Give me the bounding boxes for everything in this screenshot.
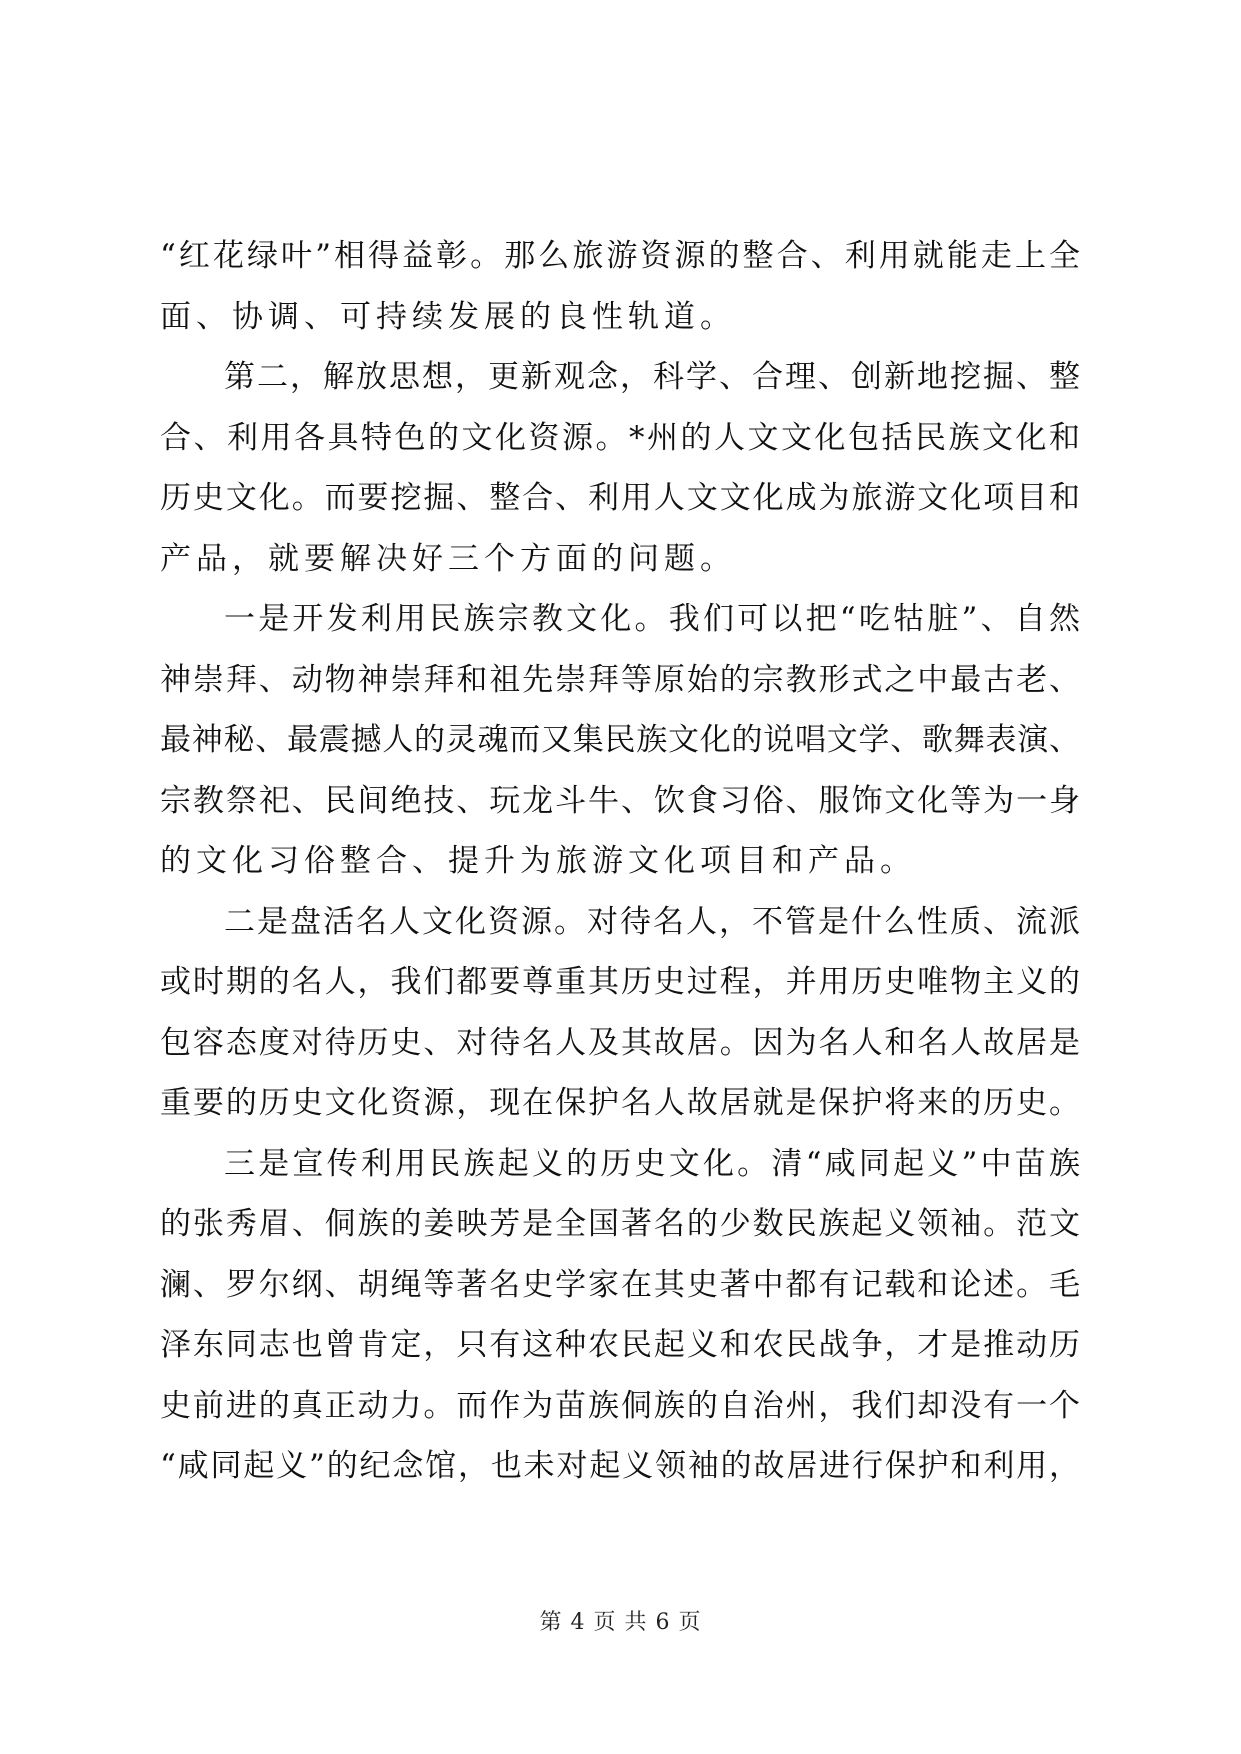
text-line: 重要的历史文化资源，现在保护名人故居就是保护将来的历史。 — [160, 1085, 1080, 1121]
text-line: 澜、罗尔纲、胡绳等著名史学家在其史著中都有记载和论述。毛 — [160, 1266, 1080, 1303]
page-number-footer: 第 4 页 共 6 页 — [539, 1610, 702, 1635]
paragraph-first-line: 第二，解放思想，更新观念，科学、合理、创新地挖掘、整 — [224, 359, 1080, 395]
text-line: 面、协调、可持续发展的良性轨道。 — [160, 298, 736, 335]
text-line: 宗教祭祀、民间绝技、玩龙斗牛、饮食习俗、服饰文化等为一身 — [160, 782, 1080, 819]
text-line: 的张秀眉、侗族的姜映芳是全国著名的少数民族起义领袖。范文 — [160, 1206, 1080, 1242]
text-line: 包容态度对待历史、对待名人及其故居。因为名人和名人故居是 — [160, 1024, 1080, 1061]
text-line: 史前进的真正动力。而作为苗族侗族的自治州，我们却没有一个 — [160, 1387, 1080, 1424]
text-line: 历史文化。而要挖掘、整合、利用人文文化成为旅游文化项目和 — [160, 480, 1080, 516]
text-line: 神崇拜、动物神崇拜和祖先崇拜等原始的宗教形式之中最古老、 — [160, 661, 1080, 698]
document-body — [160, 226, 1080, 1497]
text-line: “咸同起义”的纪念馆，也未对起义领袖的故居进行保护和利用， — [160, 1448, 1080, 1484]
text-line: 合、利用各具特色的文化资源。*州的人文文化包括民族文化和 — [160, 419, 1080, 456]
text-line: 的文化习俗整合、提升为旅游文化项目和产品。 — [160, 843, 916, 879]
text-line: 最神秘、最震撼人的灵魂而又集民族文化的说唱文学、歌舞表演、 — [160, 722, 1080, 758]
paragraph-first-line: 二是盘活名人文化资源。对待名人，不管是什么性质、流派 — [224, 903, 1080, 940]
text-line: 泽东同志也曾肯定，只有这种农民起义和农民战争，才是推动历 — [160, 1327, 1080, 1363]
text-line: “红花绿叶”相得益彰。那么旅游资源的整合、利用就能走上全 — [160, 238, 1080, 274]
paragraph-first-line: 三是宣传利用民族起义的历史文化。清“咸同起义”中苗族 — [224, 1145, 1080, 1182]
paragraph-first-line: 一是开发利用民族宗教文化。我们可以把“吃牯脏”、自然 — [224, 601, 1080, 637]
text-line: 产品，就要解决好三个方面的问题。 — [160, 540, 736, 577]
text-line: 或时期的名人，我们都要尊重其历史过程，并用历史唯物主义的 — [160, 964, 1080, 1000]
